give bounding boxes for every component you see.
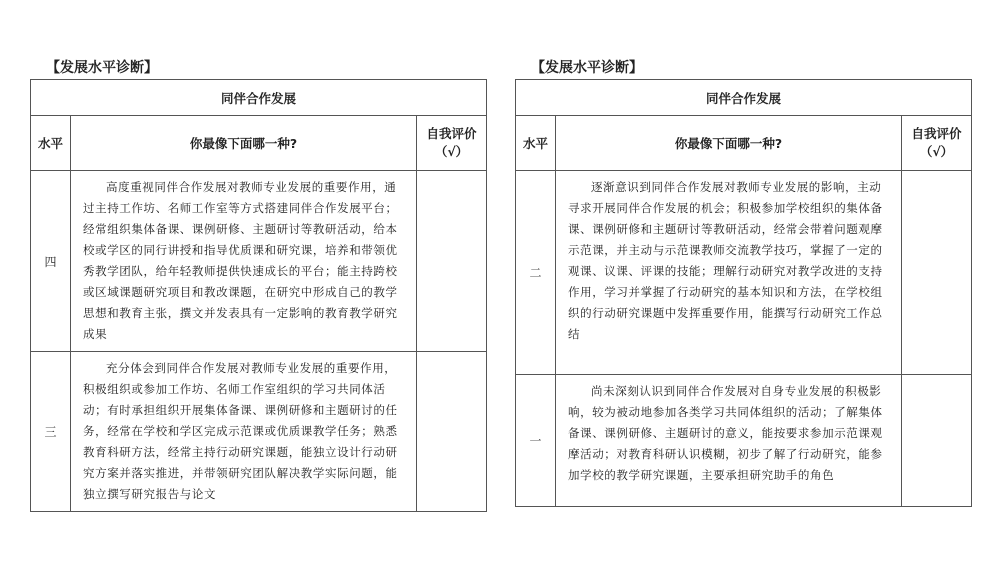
level-label: 二 xyxy=(516,171,556,375)
column-header-self-evaluation xyxy=(902,116,972,171)
table-header-row xyxy=(31,116,487,171)
level-label: 三 xyxy=(31,352,71,512)
table-row xyxy=(516,375,972,507)
right-diagnosis-panel xyxy=(515,57,971,507)
level-description: 高度重视同伴合作发展对教师专业发展的重要作用，通过主持工作坊、名师工作室等方式搭建同伴合作发展平台；经常组织集体备课、课例研修、主题研讨等教研活动，给本校或学区的同行讲授和指导优质课和研究课，培养和带领优秀教学团队，给年轻教师提供快速成长的平台；能主持跨校或区域课题研究项目和教改课题，在研究中形成自己的教学思想和教育主张，撰文并发表具有一定影响的教育教学研究成果 xyxy=(71,171,417,352)
column-header-level: 水平 xyxy=(516,116,556,171)
column-header-self-evaluation xyxy=(417,116,487,171)
table-title-row xyxy=(31,80,487,116)
level-label: 四 xyxy=(31,171,71,352)
table-title: 同伴合作发展 xyxy=(31,80,487,116)
left-diagnosis-panel xyxy=(30,57,486,512)
column-header-question: 你最像下面哪一种? xyxy=(556,116,902,171)
level-label: 一 xyxy=(516,375,556,507)
self-rating-cell[interactable] xyxy=(417,352,487,512)
level-table xyxy=(30,79,487,512)
self-eval-label: 自我评价 xyxy=(911,126,962,141)
table-title: 同伴合作发展 xyxy=(516,80,972,116)
level-description: 逐渐意识到同伴合作发展对教师专业发展的影响，主动寻求开展同伴合作发展的机会；积极参加学校组织的集体备课、课例研修和主题研讨等教研活动，经常会带着问题观摩示范课，并主动与示范课教师交流教学技巧，掌握了一定的观课、议课、评课的技能；理解行动研究对教学改进的支持作用，学习并掌握了行动研究的基本知识和方法，在学校组织的行动研究课题中发挥重要作用，能撰写行动研究工作总结 xyxy=(556,171,902,375)
check-mark-label: （√） xyxy=(919,144,954,159)
table-row xyxy=(31,171,487,352)
level-description: 充分体会到同伴合作发展对教师专业发展的重要作用，积极组织或参加工作坊、名师工作室组织的学习共同体活动；有时承担组织开展集体备课、课例研修和主题研讨的任务，经常在学校和学区完成示范课或优质课教学任务；熟悉教育科研方法，经常主持行动研究课题，能独立设计行动研究方案并落实推进，并带领研究团队解决教学实际问题，能独立撰写研究报告与论文 xyxy=(71,352,417,512)
self-eval-label: 自我评价 xyxy=(426,126,477,141)
table-row xyxy=(516,171,972,375)
table-row xyxy=(31,352,487,512)
section-heading: 【发展水平诊断】 xyxy=(531,60,643,76)
column-header-level: 水平 xyxy=(31,116,71,171)
level-table xyxy=(515,79,972,507)
column-header-question: 你最像下面哪一种? xyxy=(71,116,417,171)
check-mark-label: （√） xyxy=(434,144,469,159)
table-title-row xyxy=(516,80,972,116)
section-heading: 【发展水平诊断】 xyxy=(46,60,158,76)
self-rating-cell[interactable] xyxy=(417,171,487,352)
self-rating-cell[interactable] xyxy=(902,375,972,507)
self-rating-cell[interactable] xyxy=(902,171,972,375)
table-header-row xyxy=(516,116,972,171)
level-description: 尚未深刻认识到同伴合作发展对自身专业发展的积极影响，较为被动地参加各类学习共同体组织的活动；了解集体备课、课例研修、主题研讨的意义，能按要求参加示范课观摩活动；对教育科研认识模糊，初步了解了行动研究，能参加学校的教学研究课题，主要承担研究助手的角色 xyxy=(556,375,902,507)
